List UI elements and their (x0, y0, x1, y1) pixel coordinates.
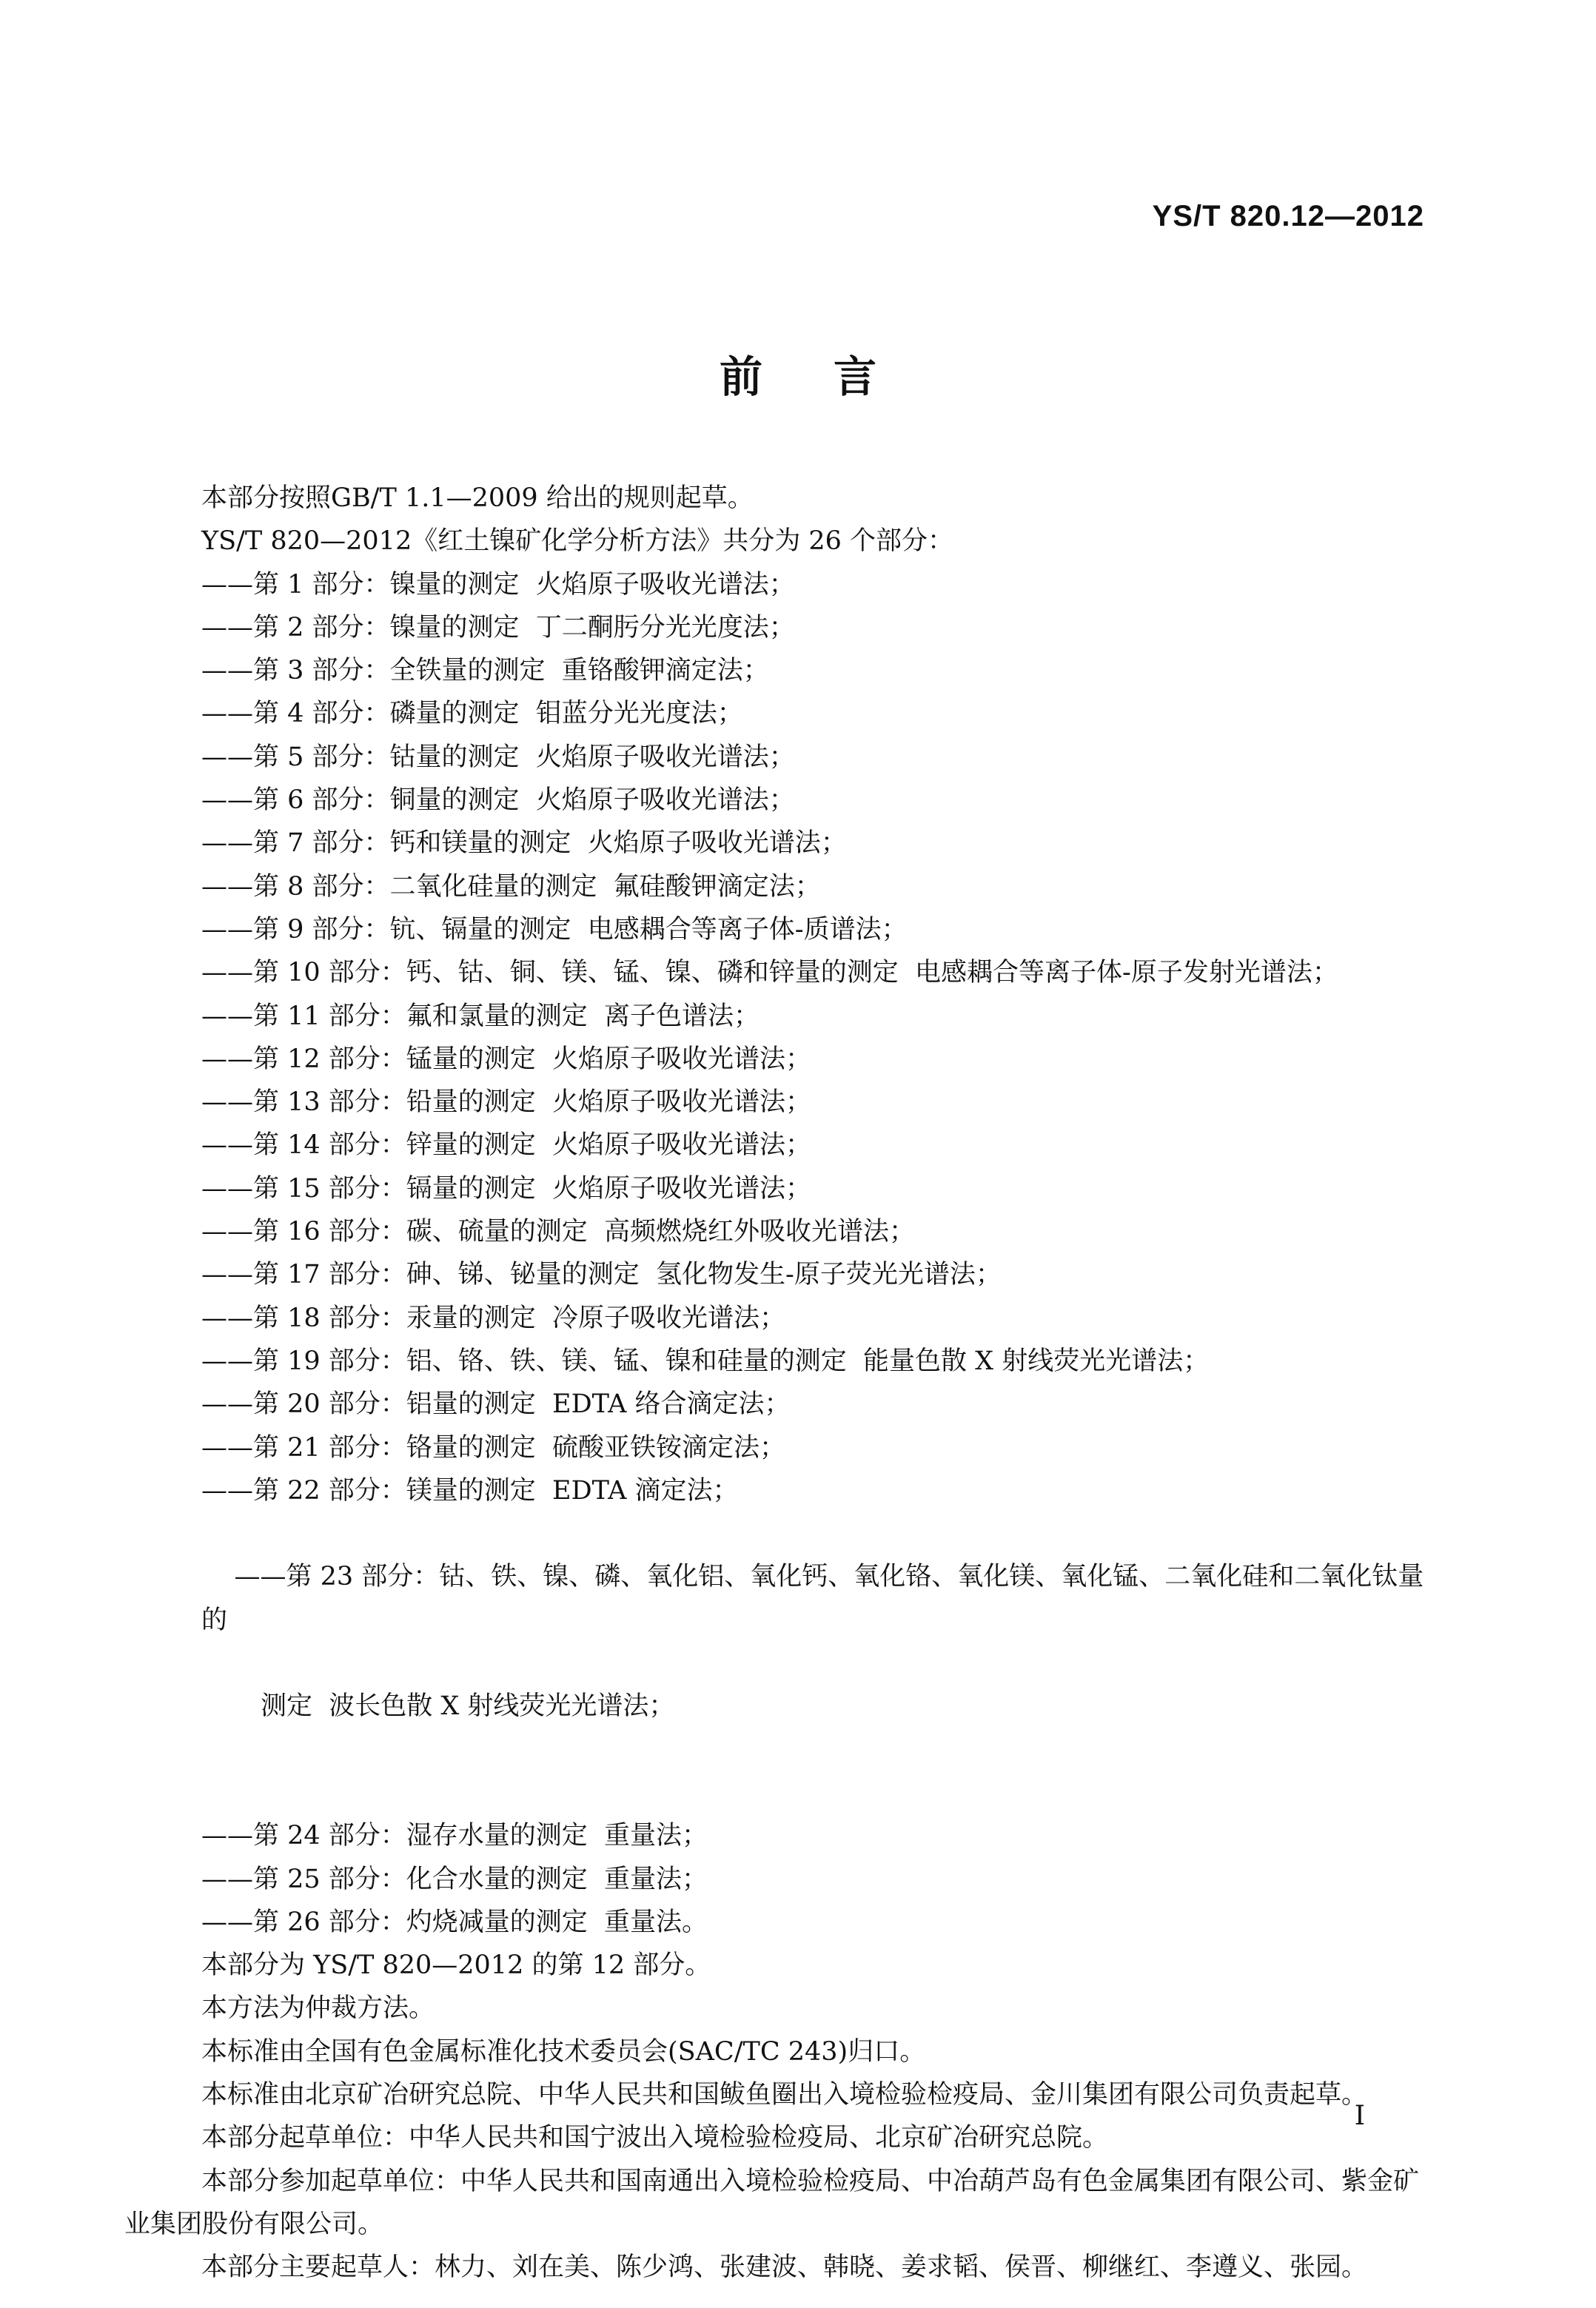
part-23-line-2: 测定 波长色散 X 射线荧光光谱法； (261, 1691, 675, 1722)
list-item-part-22: ——第 22 部分：镁量的测定 EDTA 滴定法； (201, 1475, 739, 1506)
list-item-part-25: ——第 25 部分：化合水量的测定 重量法； (201, 1864, 708, 1894)
list-item-part-9: ——第 9 部分：钪、镉量的测定 电感耦合等离子体-质谱法； (201, 914, 908, 945)
page-title: 前言 (719, 352, 948, 402)
paragraph-main-drafters: 本部分主要起草人：林力、刘在美、陈少鸿、张建波、韩晓、姜求韬、侯晋、柳继红、李遵义、张园。 (201, 2252, 1368, 2283)
list-item-part-4: ——第 4 部分：磷量的测定 钼蓝分光光度法； (201, 699, 743, 729)
list-item-part-7: ——第 7 部分：钙和镁量的测定 火焰原子吸收光谱法； (201, 828, 847, 859)
list-item-part-1: ——第 1 部分：镍量的测定 火焰原子吸收光谱法； (201, 569, 795, 600)
list-item-part-5: ——第 5 部分：钴量的测定 火焰原子吸收光谱法； (201, 742, 795, 772)
paragraph-committee: 本标准由全国有色金属标准化技术委员会(SAC/TC 243)归口。 (201, 2036, 926, 2067)
list-item-part-14: ——第 14 部分：锌量的测定 火焰原子吸收光谱法； (201, 1130, 812, 1161)
list-item-part-11: ——第 11 部分：氟和氯量的测定 离子色谱法； (201, 1001, 760, 1031)
list-item-part-18: ——第 18 部分：汞量的测定 冷原子吸收光谱法； (201, 1303, 786, 1333)
list-item-part-23 (124, 1512, 1427, 1814)
list-item-part-15: ——第 15 部分：镉量的测定 火焰原子吸收光谱法； (201, 1173, 812, 1204)
list-item-part-26: ——第 26 部分：灼烧减量的测定 重量法。 (201, 1907, 708, 1937)
list-item-part-19: ——第 19 部分：铝、铬、铁、镁、锰、镍和硅量的测定 能量色散 X 射线荧光光谱法； (201, 1346, 1210, 1376)
foreword-body (124, 477, 1427, 2289)
list-item-part-17: ——第 17 部分：砷、锑、铋量的测定 氢化物发生-原子荧光光谱法； (201, 1260, 1002, 1290)
list-item-part-8: ——第 8 部分：二氧化硅量的测定 氟硅酸钾滴定法； (201, 871, 821, 902)
list-item-part-3: ——第 3 部分：全铁量的测定 重铬酸钾滴定法； (201, 656, 769, 686)
list-item-part-20: ——第 20 部分：铝量的测定 EDTA 络合滴定法； (201, 1389, 791, 1420)
list-item-part-6: ——第 6 部分：铜量的测定 火焰原子吸收光谱法； (201, 785, 795, 816)
paragraph-drafting-units: 本部分起草单位：中华人民共和国宁波出入境检验检疫局、北京矿冶研究总院。 (201, 2123, 1109, 2153)
list-item-part-10: ——第 10 部分：钙、钴、铜、镁、锰、镍、磷和锌量的测定 电感耦合等离子体-原子发射光谱法； (201, 958, 1338, 988)
paragraph-participating-units: 本部分参加起草单位：中华人民共和国南通出入境检验检疫局、中冶葫芦岛有色金属集团有限公司、紫金矿业集团股份有限公司。 (124, 2166, 1420, 2239)
part-23-line-1: ——第 23 部分：钴、铁、镍、磷、氧化铝、氧化钙、氧化铬、氧化镁、氧化锰、二氧化硅和二氧化钛量的 (201, 1562, 1424, 1635)
list-item-part-2: ——第 2 部分：镍量的测定 丁二酮肟分光光度法； (201, 612, 795, 643)
list-item-part-24: ——第 24 部分：湿存水量的测定 重量法； (201, 1821, 708, 1851)
page-number: I (1354, 2101, 1365, 2131)
paragraph-drafting-responsibility: 本标准由北京矿冶研究总院、中华人民共和国鲅鱼圈出入境检验检疫局、金川集团有限公司负责起草。 (201, 2079, 1368, 2110)
paragraph-drafting-rules: 本部分按照GB/T 1.1—2009 给出的规则起草。 (201, 483, 754, 513)
paragraph-parts-overview: YS/T 820—2012《红土镍矿化学分析方法》共分为 26 个部分： (201, 526, 954, 557)
list-item-part-12: ——第 12 部分：锰量的测定 火焰原子吸收光谱法； (201, 1044, 812, 1074)
paragraph-arbitration: 本方法为仲裁方法。 (201, 1993, 435, 2024)
paragraph-part-number: 本部分为 YS/T 820—2012 的第 12 部分。 (201, 1950, 711, 1981)
list-item-part-21: ——第 21 部分：铬量的测定 硫酸亚铁铵滴定法； (201, 1432, 786, 1463)
list-item-part-13: ——第 13 部分：铅量的测定 火焰原子吸收光谱法； (201, 1087, 812, 1118)
list-item-part-16: ——第 16 部分：碳、硫量的测定 高频燃烧红外吸收光谱法； (201, 1217, 916, 1247)
standard-code: YS/T 820.12—2012 (1152, 200, 1424, 232)
